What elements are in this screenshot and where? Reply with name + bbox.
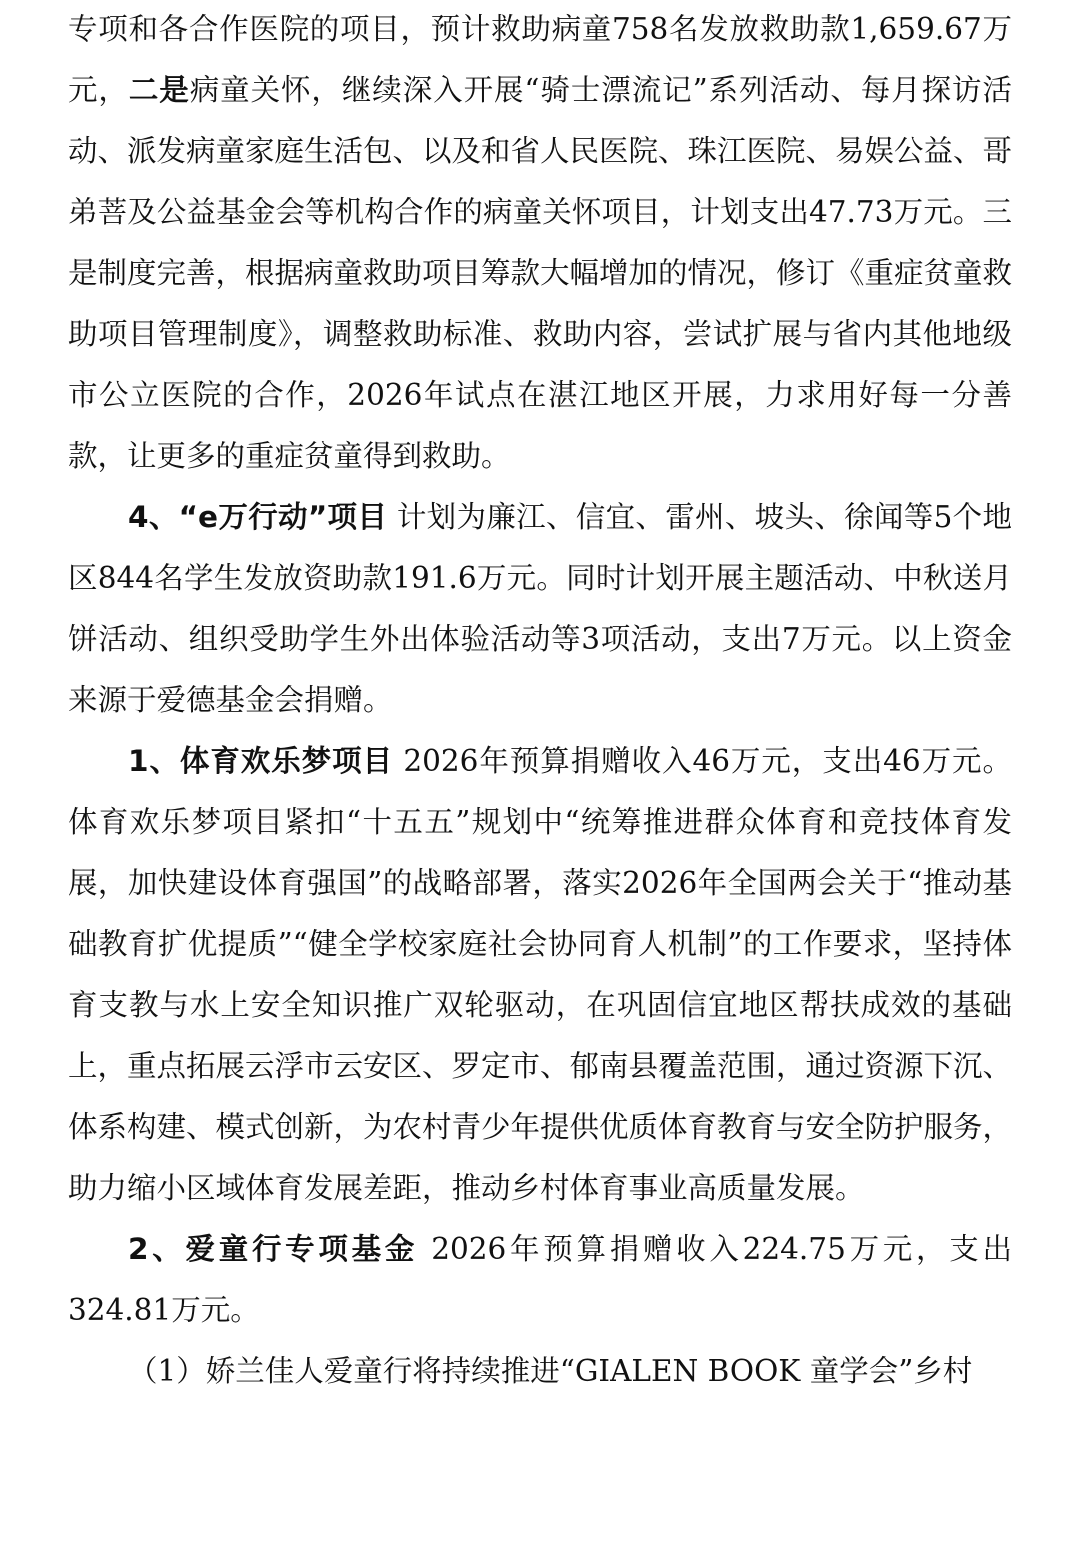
paragraph-hospital-aid [68,0,1012,487]
paragraph-e-wan-action [68,487,1012,731]
paragraph-sports-dream [68,731,1012,1219]
item-heading: 1、体育欢乐梦项目 [128,744,394,778]
emphasis-text: 二是 [128,73,190,107]
item-heading: 2、爱童行专项基金 [128,1232,419,1266]
paragraph-text: （1）娇兰佳人爱童行将持续推进“GIALEN BOOK 童学会”乡村 [128,1354,973,1388]
paragraph-gialen [68,1341,1012,1402]
paragraph-text: 病童关怀，继续深入开展“骑士漂流记”系列活动、每月探访活动、派发病童家庭生活包、以及和省人民医院、珠江医院、易娱公益、哥弟菩及公益基金会等机构合作的病童关怀项目，计划支出47.73万元。三是制度完善，根据病童救助项目筹款大幅增加的情况，修订《重症贫童救助项目管理制度》，调整救助标准、救助内容，尝试扩展与省内其他地级市公立医院的合作，2026年试点在湛江地区开展，力求用好每一分善款，让更多的重症贫童得到救助。 [68,73,1013,473]
paragraph-text: 2026年预算捐赠收入224.75万元，支出324.81万元。 [68,1232,1012,1327]
paragraph-text: 计划为廉江、信宜、雷州、坡头、徐闻等5个地区844名学生发放资助款191.6万元。同时计划开展主题活动、中秋送月饼活动、组织受助学生外出体验活动等3项活动，支出7万元。以上资金来源于爱德基金会捐赠。 [68,500,1012,717]
paragraph-ai-tong-xing [68,1219,1012,1341]
paragraph-text: 2026年预算捐赠收入46万元，支出46万元。体育欢乐梦项目紧扣“十五五”规划中“统筹推进群众体育和竞技体育发展，加快建设体育强国”的战略部署，落实2026年全国两会关于“推动基础教育扩优提质”“健全学校家庭社会协同育人机制”的工作要求，坚持体育支教与水上安全知识推广双轮驱动，在巩固信宜地区帮扶成效的基础上，重点拓展云浮市云安区、罗定市、郁南县覆盖范围，通过资源下沉、体系构建、模式创新，为农村青少年提供优质体育教育与安全防护服务，助力缩小区域体育发展差距，推动乡村体育事业高质量发展。 [68,744,1013,1205]
paragraph-text: 专项和各合作医院的项目，预计救助病童758名发放救助款1,659.67万元， [68,12,1012,107]
item-heading: 4、“e万行动”项目 [128,500,388,534]
